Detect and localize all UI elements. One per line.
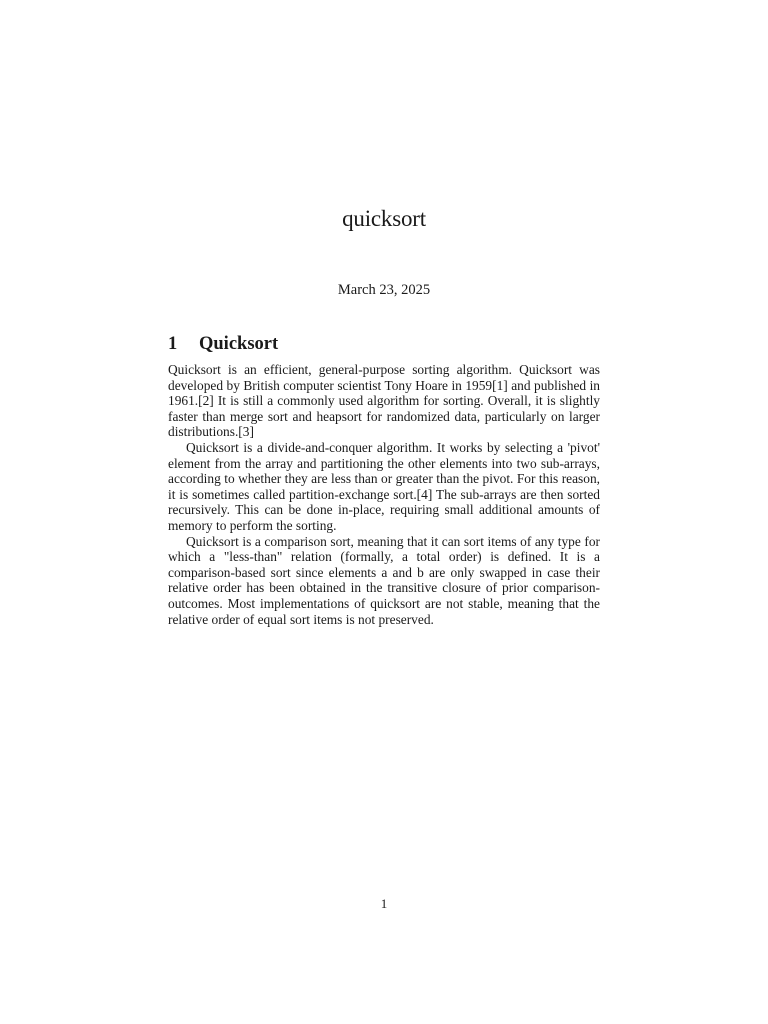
document-date: March 23, 2025 xyxy=(337,282,431,298)
section-number: 1 xyxy=(168,334,178,354)
page-number: 1 xyxy=(380,896,388,911)
document-title: quicksort xyxy=(342,206,426,231)
section-heading xyxy=(168,332,608,356)
paragraph-2: Quicksort is a divide-and-conquer algorithm. It works by selecting a 'pivot' element from the array and partitioning the other elements into two sub-arrays, according to whether they are less than or greater than the pivot. For this reason, it is sometimes called partition-exchange sort.[4] The sub-arrays are then sorted recursively. This can be done in-place, requiring small additional amounts of memory to perform the sorting. xyxy=(168,439,600,533)
section-body xyxy=(168,362,600,627)
section-title: Quicksort xyxy=(199,334,279,354)
paragraph-1: Quicksort is an efficient, general-purpose sorting algorithm. Quicksort was developed by British computer scientist Tony Hoare in 1959[1] and published in 1961.[2] It is still a commonly used algorithm for sorting. Overall, it is slightly faster than merge sort and heapsort for randomized data, particularly on larger distributions.[3] xyxy=(168,362,600,440)
paragraph-3: Quicksort is a comparison sort, meaning that it can sort items of any type for which a "less-than" relation (formally, a total order) is defined. It is a comparison-based sort since elements a and b are only swapped in case their relative order has been obtained in the transitive closure of prior comparison-outcomes. Most implementations of quicksort are not stable, meaning that the relative order of equal sort items is not preserved. xyxy=(168,533,600,627)
